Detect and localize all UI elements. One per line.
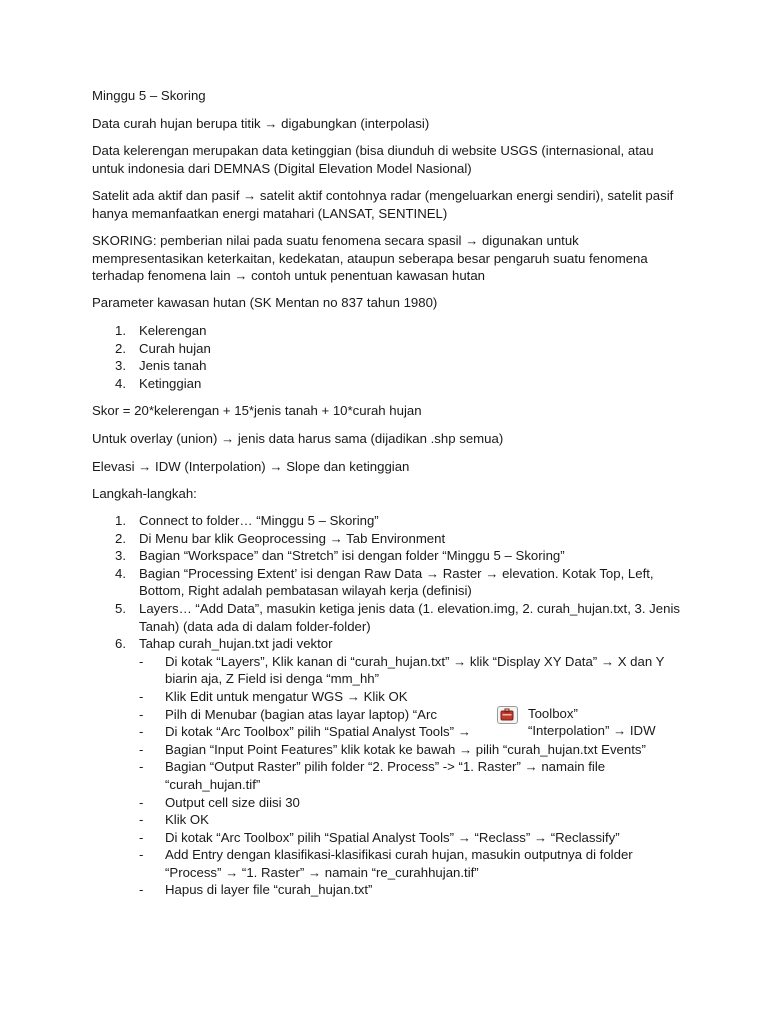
- list-dash: -: [139, 653, 144, 669]
- list-number: 1.: [115, 513, 126, 528]
- list-number: 2.: [115, 530, 126, 546]
- list-item: [139, 794, 682, 812]
- paragraph-skor: Skor = 20*kelerengan + 15*jenis tanah + 10*curah hujan: [92, 403, 422, 418]
- list-text: “curah_hujan.tif”: [165, 776, 261, 792]
- paragraph-skoring: [92, 232, 682, 285]
- paragraph-kelerengan: [92, 142, 682, 177]
- list-item: [139, 758, 682, 793]
- list-dash: -: [139, 882, 144, 898]
- list-number: 2.: [115, 340, 126, 356]
- list-number: 4.: [115, 375, 126, 391]
- text-line: terhadap fenomena lain → contoh untuk penentuan kawasan hutan: [92, 268, 485, 284]
- list-text: Di kotak “Arc Toolbox” pilih “Spatial Analyst Tools” → “Reclass” → “Reclassify”: [165, 829, 620, 845]
- list-number: 3.: [115, 548, 126, 564]
- list-dash: -: [139, 829, 144, 845]
- list-text: Klik Edit untuk mengatur WGS → Klik OK: [165, 688, 408, 704]
- text-line: Data kelerengan merupakan data ketinggian (bisa diunduh di website USGS (internasional, atau: [92, 143, 654, 158]
- list-number: 6.: [115, 636, 126, 652]
- list-item: [139, 706, 682, 724]
- list-item: [139, 688, 682, 706]
- list-dash: -: [139, 794, 144, 810]
- paragraph-satelit: [92, 187, 682, 222]
- list-text: Bagian “Input Point Features” klik kotak ke bawah → pilih “curah_hujan.txt Events”: [165, 741, 646, 757]
- list-dash: -: [139, 688, 144, 704]
- list-text: Curah hujan: [139, 340, 211, 356]
- list-text: Bagian “Output Raster” pilih folder “2. Process” -> “1. Raster” → namain file: [165, 759, 606, 775]
- list-dash: -: [139, 847, 144, 863]
- list-dash: -: [139, 812, 144, 828]
- list-dash: -: [139, 724, 144, 740]
- text-line: untuk indonesia dari DEMNAS (Digital Elevation Model Nasional): [92, 160, 472, 176]
- list-item: [92, 600, 682, 635]
- list-item: [139, 653, 682, 688]
- list-item: [139, 881, 682, 899]
- list-number: 5.: [115, 600, 126, 616]
- list-text: “Process” → “1. Raster” → namain “re_curahhujan.tif”: [165, 864, 479, 880]
- paragraph-overlay: Untuk overlay (union) → jenis data harus sama (dijadikan .shp semua): [92, 431, 504, 446]
- text-line: Satelit ada aktif dan pasif → satelit aktif contohnya radar (mengeluarkan energi sendiri), satelit pasif: [92, 188, 674, 203]
- list-dash: -: [139, 706, 144, 722]
- paragraph-langkah: Langkah-langkah:: [92, 486, 197, 501]
- list-text: Di Menu bar klik Geoprocessing → Tab Environment: [139, 530, 446, 546]
- list-item: [139, 811, 682, 829]
- list-text: Pilh di Menubar (bagian atas layar laptop) “Arc: [165, 706, 437, 722]
- list-text: biarin aja, Z Field isi denga “mm_hh”: [165, 671, 380, 687]
- text-line: mempresentasikan keterkaitan, kedekatan, ataupun seberapa besar pengaruh suatu fenomena: [92, 250, 648, 266]
- list-item: [92, 375, 682, 393]
- steps-list: [92, 512, 682, 899]
- list-item: [92, 340, 682, 358]
- list-text: Toolbox”: [528, 706, 578, 721]
- list-text: Bagian “Processing Extent’ isi dengan Raw Data → Raster → elevation. Kotak Top, Left,: [139, 565, 654, 581]
- list-item: [92, 565, 682, 600]
- list-item: [92, 357, 682, 375]
- list-text: Hapus di layer file “curah_hujan.txt”: [165, 882, 373, 898]
- list-text: Tanah) (data ada di dalam folder-folder): [139, 618, 371, 634]
- list-number: 3.: [115, 358, 126, 374]
- paragraph-parameter: Parameter kawasan hutan (SK Mentan no 837 tahun 1980): [92, 295, 438, 310]
- page-title: Minggu 5 – Skoring: [92, 88, 206, 103]
- list-item: [139, 741, 682, 759]
- list-text: “Interpolation” → IDW: [528, 723, 656, 738]
- list-text: Output cell size diisi 30: [165, 794, 300, 810]
- list-number: 1.: [115, 323, 126, 338]
- list-item: [92, 530, 682, 548]
- list-text: Jenis tanah: [139, 358, 207, 374]
- paragraph-elevasi: Elevasi → IDW (Interpolation) → Slope dan ketinggian: [92, 459, 410, 474]
- list-text: Di kotak “Arc Toolbox” pilih “Spatial Analyst Tools” →: [165, 724, 471, 740]
- list-text: Add Entry dengan klasifikasi-klasifikasi curah hujan, masukin outputnya di folder: [165, 847, 633, 863]
- list-text: Layers… “Add Data”, masukin ketiga jenis data (1. elevation.img, 2. curah_hujan.txt, 3. Jenis: [139, 600, 680, 616]
- list-item: [92, 635, 682, 899]
- text-line: SKORING: pemberian nilai pada suatu fenomena secara spasil → digunakan untuk: [92, 233, 579, 248]
- text-line: hanya memanfaatkan energi matahari (LANSAT, SENTINEL): [92, 205, 448, 221]
- list-number: 4.: [115, 565, 126, 581]
- arctoolbox-icon: [497, 706, 518, 724]
- list-text: Kelerengan: [139, 323, 207, 338]
- list-dash: -: [139, 759, 144, 775]
- paragraph-interpolasi: Data curah hujan berupa titik → digabungkan (interpolasi): [92, 116, 430, 131]
- list-item: [92, 547, 682, 565]
- list-text: Bagian “Workspace” dan “Stretch” isi dengan folder “Minggu 5 – Skoring”: [139, 548, 565, 564]
- list-item: [92, 512, 682, 530]
- list-text: Tahap curah_hujan.txt jadi vektor: [139, 636, 333, 652]
- list-dash: -: [139, 741, 144, 757]
- substep-list: [139, 653, 682, 899]
- list-text: Connect to folder… “Minggu 5 – Skoring”: [139, 513, 379, 528]
- list-item: [139, 846, 682, 881]
- parameter-list: [92, 322, 682, 392]
- list-text: Bottom, Right adalah pembatasan wilayah kerja (definisi): [139, 583, 472, 599]
- list-text: Di kotak “Layers”, Klik kanan di “curah_hujan.txt” → klik “Display XY Data” → X dan Y: [165, 653, 665, 669]
- list-item: [92, 322, 682, 340]
- list-text: Ketinggian: [139, 375, 202, 391]
- list-text: Klik OK: [165, 812, 209, 828]
- list-item: [139, 829, 682, 847]
